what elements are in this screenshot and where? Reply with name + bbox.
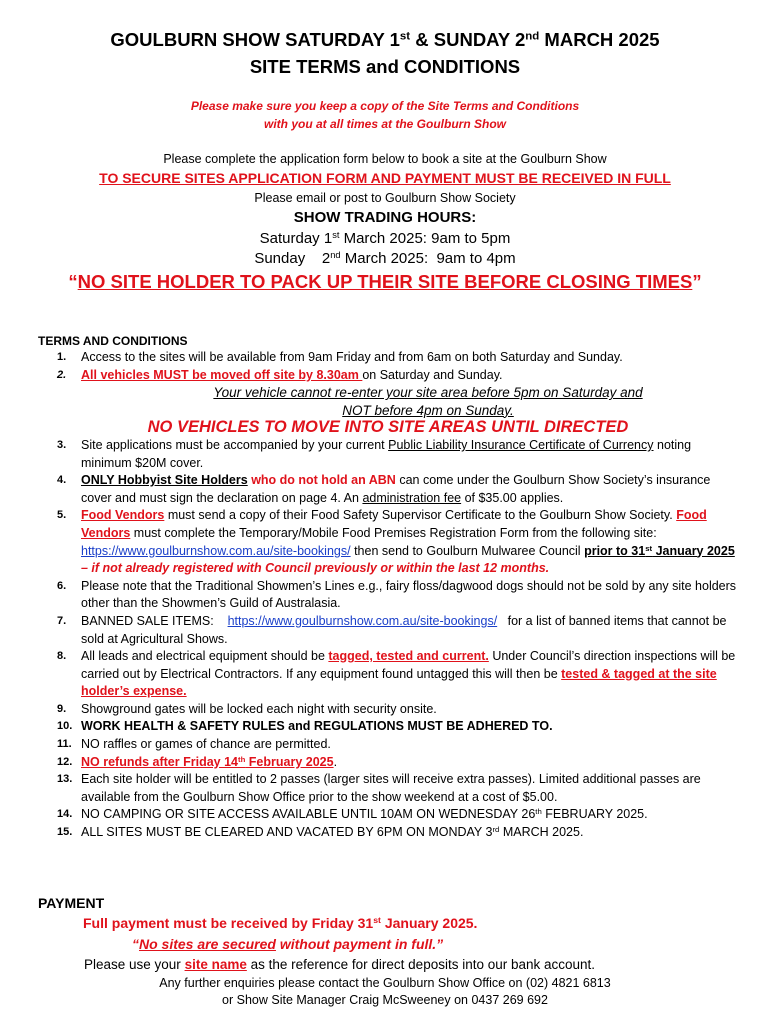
payment-reference-note: Please use your site name as the reference for direct deposits into our bank account.: [84, 957, 596, 972]
document-title: GOULBURN SHOW SATURDAY 1st & SUNDAY 2nd MARCH 2025: [110, 29, 660, 50]
term-item: 1. Access to the sites will be available from 9am Friday and from 6am on both Saturday and Sunday.: [57, 350, 623, 364]
sunday-hours: Sunday 2nd March 2025: 9am to 4pm: [254, 249, 516, 267]
keep-copy-notice-line2: with you at all times at the Goulburn Show: [263, 117, 506, 131]
saturday-hours: Saturday 1st March 2025: 9am to 5pm: [259, 229, 511, 247]
term-item: 6. Please note that the Traditional Showmen’s Lines e.g., fairy floss/dagwood dogs should not be sold by any site holders other than the Showmen’s Guild of Australasia.: [57, 578, 737, 611]
term-item: 4. ONLY Hobbyist Site Holders who do not hold an ABN can come under the Goulburn Show Society’s insurance cover and must sign the declaration on page 4. An administration fee of $35.00 applies.: [57, 473, 711, 505]
term-item: 7. BANNED SALE ITEMS: https://www.goulburnshow.com.au/site-bookings/ for a list of banned items that cannot be sold at Agricultural Shows.: [57, 613, 730, 646]
term-item: 11. NO raffles or games of chance are permitted.: [57, 737, 331, 752]
enquiries-manager: or Show Site Manager Craig McSweeney on 0437 269 692: [222, 993, 548, 1007]
vehicle-reentry-note: Your vehicle cannot re-enter your site area before 5pm on Saturday and: [213, 385, 643, 401]
term-item: 3. Site applications must be accompanied by your current Public Liability Insurance Certificate of Currency noting minimum $20M cover.: [57, 437, 692, 470]
term-item: 5. Food Vendors must send a copy of their Food Safety Supervisor Certificate to the Goulburn Show Society. Food Vendors must complete the Temporary/Mobile Food Premises Registration Form from the following site: https://www.goulburnshow.com.au/site-bookings/ then send to Goulburn Mulwaree Council prior to 31st January 2025 – if not already registered with Council previously or within the last 12 months.: [57, 508, 735, 576]
term-item: 14. NO CAMPING OR SITE ACCESS AVAILABLE UNTIL 10AM ON WEDNESDAY 26th FEBRUARY 2025.: [57, 807, 648, 822]
term-item: 9. Showground gates will be locked each night with security onsite.: [57, 701, 437, 716]
term-item: 8. All leads and electrical equipment should be tagged, tested and current. Under Council’s direction inspections will be carried out by Electrical Contractors. If any equipment found untagged this will then be tested & tagged at the site holder’s expense.: [57, 649, 736, 699]
term-item: 2. All vehicles MUST be moved off site by 8.30am on Saturday and Sunday.: [57, 367, 503, 382]
keep-copy-notice: Please make sure you keep a copy of the Site Terms and Conditions: [190, 99, 580, 113]
term-item: 15. ALL SITES MUST BE CLEARED AND VACATED BY 6PM ON MONDAY 3rd MARCH 2025.: [57, 824, 584, 840]
term-item: 12. NO refunds after Friday 14th February 2025.: [57, 754, 338, 769]
term-item: 10. WORK HEALTH & SAFETY RULES and REGULATIONS MUST BE ADHERED TO.: [57, 719, 553, 734]
no-vehicles-warning: NO VEHICLES TO MOVE INTO SITE AREAS UNTIL DIRECTED: [147, 418, 629, 437]
secure-sites-warning: TO SECURE SITES APPLICATION FORM AND PAYMENT MUST BE RECEIVED IN FULL: [99, 170, 671, 186]
terms-list: [38, 349, 738, 842]
enquiries-office: Any further enquiries please contact the Goulburn Show Office on (02) 4821 6813: [159, 976, 611, 990]
payment-heading: PAYMENT: [38, 895, 105, 911]
email-instruction: Please email or post to Goulburn Show Society: [254, 191, 516, 205]
payment-secure-note: “No sites are secured without payment in full.”: [132, 936, 444, 952]
no-pack-up-warning: “NO SITE HOLDER TO PACK UP THEIR SITE BEFORE CLOSING TIMES”: [68, 271, 702, 292]
banned-items-link[interactable]: https://www.goulburnshow.com.au/site-bookings/: [227, 613, 498, 628]
trading-hours-title: SHOW TRADING HOURS:: [293, 209, 477, 226]
document-subtitle: SITE TERMS and CONDITIONS: [249, 56, 521, 77]
site-bookings-link[interactable]: https://www.goulburnshow.com.au/site-bookings/: [81, 543, 351, 558]
terms-heading: TERMS AND CONDITIONS: [38, 334, 188, 348]
term-item: 13. Each site holder will be entitled to 2 passes (larger sites will receive extra passes). Limited additional passes are available from the Goulburn Show Office prior to the show weekend at a cost of $5.00.: [57, 772, 701, 804]
intro-text: Please complete the application form below to book a site at the Goulburn Show: [163, 152, 607, 166]
payment-deadline: Full payment must be received by Friday 31st January 2025.: [83, 915, 478, 931]
vehicle-reentry-note-line2: NOT before 4pm on Sunday.: [342, 402, 514, 418]
